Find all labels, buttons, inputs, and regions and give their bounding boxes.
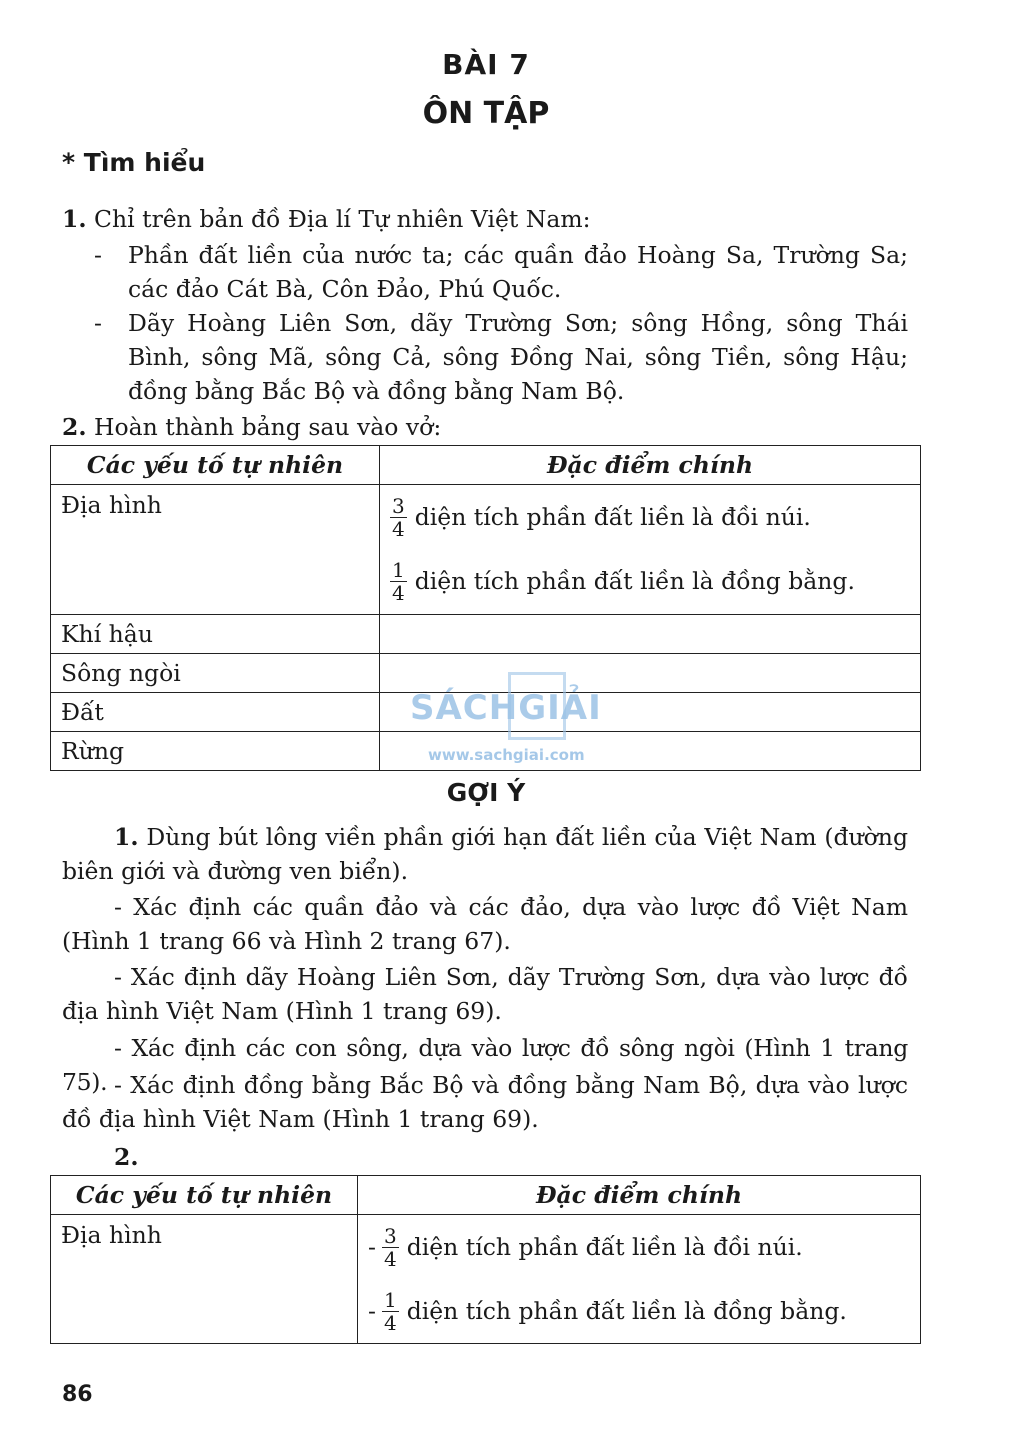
- fraction: [382, 1225, 399, 1270]
- hint-paragraph: - Xác định đồng bằng Bắc Bộ và đồng bằng Nam Bộ, dựa vào lược đồ địa hình Việt Nam (Hình 1 trang 69).: [62, 1071, 908, 1133]
- question-2-number: 2.: [62, 413, 87, 441]
- table-cell-label: Đất: [51, 693, 380, 732]
- fraction-denominator: 4: [383, 1310, 397, 1335]
- answer-table: [50, 1175, 921, 1344]
- hint-paragraph: - Xác định các con sông, dựa vào lược đồ sông ngòi (Hình 1 trang 75).: [62, 1034, 908, 1096]
- table-cell-label: Khí hậu: [51, 615, 380, 654]
- table-cell-label: Rừng: [51, 732, 380, 771]
- lesson-number: BÀI 7: [442, 48, 530, 81]
- hint-paragraph: - Xác định dãy Hoàng Liên Sơn, dãy Trường Sơn, dựa vào lược đồ địa hình Việt Nam (Hình 1 trang 69).: [62, 963, 908, 1025]
- watermark-logo: SÁCHGIẢI: [410, 688, 602, 728]
- bullet-dash: -: [368, 1233, 376, 1261]
- fraction: [382, 1289, 399, 1334]
- question-2: [62, 410, 912, 444]
- terrain-line: [390, 549, 910, 613]
- fraction-numerator: 3: [392, 493, 405, 518]
- table-row: [51, 654, 921, 693]
- table-row: [51, 1215, 921, 1344]
- table-cell-value: [380, 654, 921, 693]
- terrain-line-text: diện tích phần đất liền là đồi núi.: [406, 1233, 803, 1261]
- bullet-dash: -: [94, 241, 102, 269]
- terrain-line-text: diện tích phần đất liền là đồi núi.: [414, 503, 811, 531]
- fraction-denominator: 4: [392, 516, 405, 541]
- bullet-dash: -: [368, 1297, 376, 1325]
- question-1-number: 1.: [62, 205, 87, 233]
- table-header-cell: Đặc điểm chính: [380, 446, 921, 485]
- watermark-url: www.sachgiai.com: [428, 746, 585, 764]
- table-cell-value: [380, 615, 921, 654]
- table-header-row: [51, 446, 921, 485]
- table-header-row: [51, 1176, 921, 1215]
- table-cell-value: [380, 485, 921, 615]
- fraction: [390, 495, 407, 540]
- fraction: [390, 559, 407, 604]
- hint-2-number: 2.: [114, 1143, 139, 1171]
- fraction-numerator: 1: [383, 1287, 397, 1312]
- hint-paragraph: [62, 820, 908, 888]
- table-row: [51, 485, 921, 615]
- fraction-numerator: 3: [383, 1223, 397, 1248]
- bullet-dash: -: [94, 309, 102, 337]
- table-cell-label: Địa hình: [51, 1215, 358, 1344]
- fraction-denominator: 4: [383, 1246, 397, 1271]
- table-cell-label: Sông ngòi: [51, 654, 380, 693]
- lesson-title: ÔN TẬP: [422, 96, 550, 131]
- question-1-item: [94, 306, 908, 408]
- terrain-line: [390, 485, 910, 549]
- question-1-item-text: Phần đất liền của nước ta; các quần đảo Hoàng Sa, Trường Sa; các đảo Cát Bà, Côn Đảo, Phú Quốc.: [128, 241, 908, 303]
- question-2-text: Hoàn thành bảng sau vào vở:: [94, 413, 442, 441]
- table-cell-label: Địa hình: [51, 485, 380, 615]
- question-1-text: Chỉ trên bản đồ Địa lí Tự nhiên Việt Nam:: [94, 205, 591, 233]
- terrain-line: [368, 1279, 910, 1343]
- table-header-cell: Các yếu tố tự nhiên: [51, 446, 380, 485]
- terrain-line-text: diện tích phần đất liền là đồng bằng.: [414, 567, 855, 595]
- terrain-line: [368, 1215, 910, 1279]
- section-heading: * Tìm hiểu: [62, 148, 206, 177]
- terrain-line-text: diện tích phần đất liền là đồng bằng.: [406, 1297, 847, 1325]
- hint-title: GỢI Ý: [446, 778, 526, 807]
- hint-1-text: Dùng bút lông viền phần giới hạn đất liền của Việt Nam (đường biên giới và đường ven biển).: [62, 823, 908, 885]
- fraction-numerator: 1: [392, 557, 405, 582]
- table-header-cell: Các yếu tố tự nhiên: [51, 1176, 358, 1215]
- table-header-cell: Đặc điểm chính: [358, 1176, 921, 1215]
- fraction-denominator: 4: [392, 580, 405, 605]
- table-cell-value: [358, 1215, 921, 1344]
- question-1: [62, 202, 912, 236]
- question-1-item-text: Dãy Hoàng Liên Sơn, dãy Trường Sơn; sông Hồng, sông Thái Bình, sông Mã, sông Cả, sông Đồng Nai, sông Tiền, sông Hậu; đồng bằng Bắc Bộ và đồng bằng Nam Bộ.: [128, 309, 908, 405]
- page-number: 86: [62, 1382, 93, 1407]
- hint-paragraph: - Xác định các quần đảo và các đảo, dựa vào lược đồ Việt Nam (Hình 1 trang 66 và Hình 2 trang 67).: [62, 893, 908, 955]
- hint-1-number: 1.: [114, 823, 139, 851]
- table-row: [51, 615, 921, 654]
- question-1-item: [94, 238, 908, 306]
